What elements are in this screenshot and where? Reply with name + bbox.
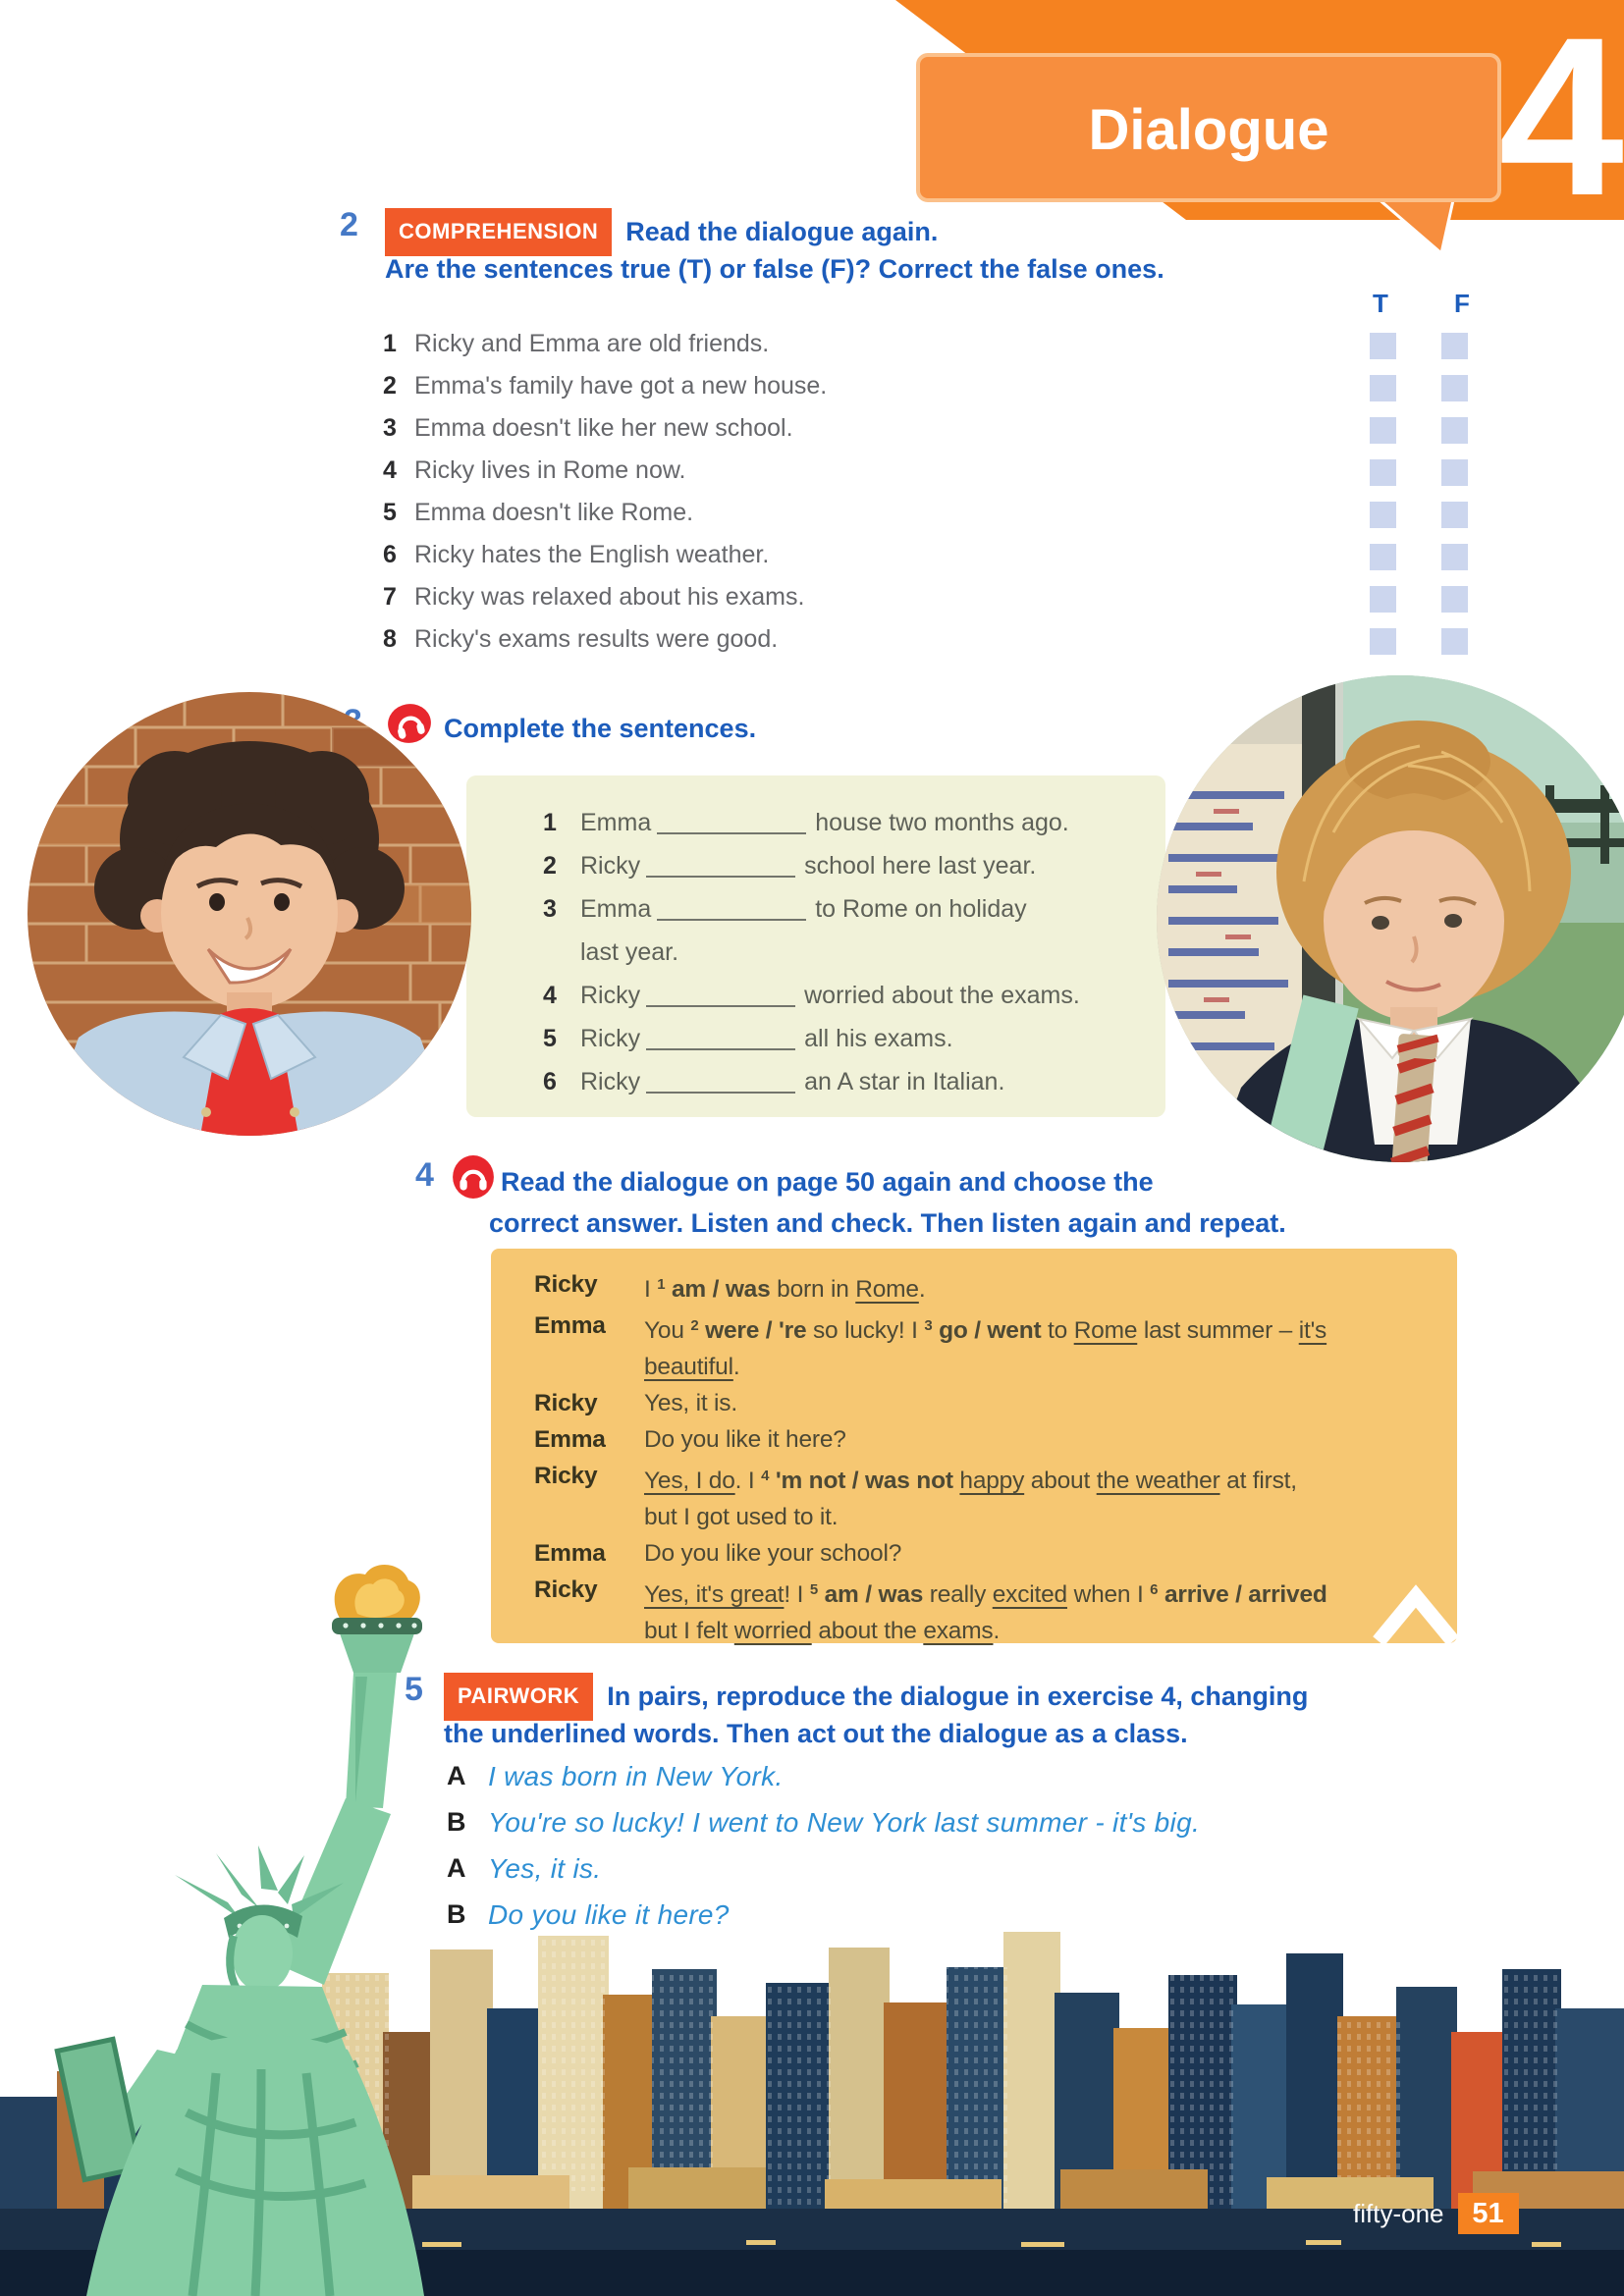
- sentence-before: Emma: [580, 895, 652, 923]
- item-number: 3: [543, 895, 557, 923]
- checkbox-false[interactable]: [1441, 544, 1468, 570]
- sentence-item: [543, 801, 1148, 844]
- dialogue-line: [534, 1308, 1439, 1385]
- item-number: 1: [383, 330, 397, 357]
- checkbox-false[interactable]: [1441, 333, 1468, 359]
- page-number-badge: 51: [1458, 2193, 1519, 2234]
- checkbox-true[interactable]: [1370, 459, 1396, 486]
- item-number: 2: [383, 372, 397, 400]
- exercise4-instruction-1: Read the dialogue on page 50 again and choose the: [501, 1167, 1154, 1197]
- example-line: [447, 1761, 1200, 1807]
- item-text: Emma's family have got a new house.: [414, 372, 828, 400]
- handwritten-text: You're so lucky! I went to New York last summer - it's big.: [488, 1807, 1201, 1838]
- handwritten-text: Yes, it is.: [488, 1853, 602, 1884]
- checkbox-true[interactable]: [1370, 586, 1396, 613]
- example-line: [447, 1853, 1200, 1899]
- item-text: Ricky was relaxed about his exams.: [414, 583, 805, 611]
- speaker-text: You $^2$ were / 're so lucky! I $^3$ go / went to Rome last summer – it's beautiful.: [644, 1317, 1327, 1380]
- complete-sentences-box: [466, 775, 1165, 1117]
- checkbox-false[interactable]: [1441, 628, 1468, 655]
- item-number: 4: [543, 982, 557, 1009]
- sentence-body: [580, 801, 1069, 844]
- audio-icon: [387, 701, 432, 746]
- checkbox-false[interactable]: [1441, 417, 1468, 444]
- sentence-item: [543, 1017, 1148, 1060]
- boy-photo: [27, 692, 471, 1136]
- boy-illustration: [27, 692, 471, 1136]
- speaker-letter: A: [447, 1853, 466, 1883]
- true-false-item: [383, 583, 1512, 625]
- speaker-text: Yes, it is.: [644, 1390, 737, 1416]
- sentence-after: an A star in Italian.: [804, 1068, 1005, 1095]
- sentence-item: [543, 887, 1148, 974]
- exercise3-instruction: Complete the sentences.: [444, 714, 757, 743]
- audio-icon: [451, 1154, 496, 1200]
- exercise5-instruction-2: the underlined words. Then act out the dialogue as a class.: [444, 1719, 1188, 1748]
- item-number: 8: [383, 625, 397, 653]
- checkbox-true[interactable]: [1370, 333, 1396, 359]
- comprehension-badge: COMPREHENSION: [385, 208, 612, 256]
- unit-number: 4: [1498, 0, 1624, 242]
- handwritten-text: I was born in New York.: [488, 1761, 784, 1791]
- speaker-text: I $^1$ am / was born in Rome.: [644, 1276, 926, 1303]
- girl-illustration: [1157, 675, 1624, 1162]
- exercise5-instruction-1: In pairs, reproduce the dialogue in exercise 4, changing: [607, 1682, 1309, 1711]
- sentence-before: Ricky: [580, 1068, 641, 1095]
- answer-blank[interactable]: [657, 805, 806, 834]
- sentence-after: house two months ago.: [815, 809, 1069, 836]
- unit-banner: [874, 0, 1624, 267]
- sentence-before: Ricky: [580, 852, 641, 880]
- chevron-up-icon: [1367, 1580, 1465, 1651]
- sentence-before: Ricky: [580, 982, 641, 1009]
- item-text: Ricky lives in Rome now.: [414, 456, 686, 484]
- exercise5-number: 5: [405, 1671, 423, 1708]
- item-number: 6: [383, 541, 397, 568]
- true-false-item: [383, 499, 1512, 541]
- sentence-before: Ricky: [580, 1025, 641, 1052]
- item-number: 1: [543, 809, 557, 836]
- dialogue-line: [534, 1266, 1439, 1308]
- true-false-item: [383, 541, 1512, 583]
- speaker-letter: B: [447, 1807, 466, 1837]
- sentence-continuation: last year.: [580, 938, 679, 966]
- speaker-letter: B: [447, 1899, 466, 1929]
- item-number: 5: [383, 499, 397, 526]
- checkbox-true[interactable]: [1370, 375, 1396, 401]
- speaker-letter: A: [447, 1761, 466, 1790]
- speaker-name: Emma: [534, 1540, 606, 1567]
- checkbox-true[interactable]: [1370, 628, 1396, 655]
- pairwork-example-lines: [447, 1761, 1200, 1946]
- exercise2-number: 2: [340, 206, 358, 243]
- true-false-item: [383, 330, 1512, 372]
- speaker-name: Emma: [534, 1312, 606, 1339]
- answer-blank[interactable]: [657, 891, 806, 921]
- exercise4-instruction-2: correct answer. Listen and check. Then listen again and repeat.: [489, 1208, 1286, 1238]
- sentence-after: worried about the exams.: [804, 982, 1080, 1009]
- checkbox-true[interactable]: [1370, 544, 1396, 570]
- page-footer: [1353, 2193, 1519, 2234]
- speaker-text: Yes, I do. I $^4$ 'm not / was not happy about the weather at first, but I got used to it.: [644, 1468, 1297, 1530]
- example-line: [447, 1899, 1200, 1946]
- handwritten-text: Do you like it here?: [488, 1899, 730, 1930]
- item-text: Ricky's exams results were good.: [414, 625, 779, 653]
- checkbox-true[interactable]: [1370, 502, 1396, 528]
- sentence-item: [543, 844, 1148, 887]
- item-text: Emma doesn't like her new school.: [414, 414, 793, 442]
- speaker-name: Ricky: [534, 1576, 598, 1603]
- column-header-true: T: [1373, 289, 1388, 318]
- answer-blank[interactable]: [646, 1064, 795, 1094]
- item-text: Ricky hates the English weather.: [414, 541, 770, 568]
- sentence-after: school here last year.: [804, 852, 1037, 880]
- speaker-name: Ricky: [534, 1463, 598, 1489]
- true-false-item: [383, 625, 1512, 667]
- true-false-item: [383, 456, 1512, 499]
- checkbox-false[interactable]: [1441, 459, 1468, 486]
- speaker-text: Yes, it's great! I $^5$ am / was really excited when I $^6$ arrive / arrived but I felt worried about the exams.: [644, 1581, 1327, 1644]
- pairwork-badge: PAIRWORK: [444, 1673, 593, 1721]
- sentence-body: [580, 844, 1036, 887]
- sentence-after: all his exams.: [804, 1025, 953, 1052]
- banner-title: Dialogue: [1088, 98, 1329, 162]
- example-line: [447, 1807, 1200, 1853]
- sentence-body: [580, 974, 1080, 1017]
- sentence-item: [543, 974, 1148, 1017]
- dialogue-line: [534, 1421, 1439, 1458]
- item-text: Emma doesn't like Rome.: [414, 499, 694, 526]
- speaker-name: Ricky: [534, 1271, 598, 1298]
- answer-blank[interactable]: [646, 1021, 795, 1050]
- girl-photo: [1157, 675, 1624, 1162]
- sentence-body: [580, 1017, 953, 1060]
- speaker-text: Do you like your school?: [644, 1540, 902, 1567]
- speaker-text: Do you like it here?: [644, 1426, 846, 1453]
- exercise2-instruction-1: Read the dialogue again.: [625, 217, 939, 246]
- checkbox-false[interactable]: [1441, 502, 1468, 528]
- checkbox-true[interactable]: [1370, 417, 1396, 444]
- statue-of-liberty: [29, 1561, 452, 2296]
- true-false-item: [383, 372, 1512, 414]
- dialogue-lines: [534, 1266, 1439, 1649]
- exercise2-instruction-2: Are the sentences true (T) or false (F)? Correct the false ones.: [385, 254, 1164, 284]
- checkbox-false[interactable]: [1441, 586, 1468, 613]
- item-number: 2: [543, 852, 557, 880]
- true-false-list: [383, 330, 1512, 667]
- dialogue-line: [534, 1535, 1439, 1572]
- item-number: 3: [383, 414, 397, 442]
- sentence-item: [543, 1060, 1148, 1103]
- dialogue-line: [534, 1385, 1439, 1421]
- item-number: 4: [383, 456, 397, 484]
- item-number: 5: [543, 1025, 557, 1052]
- item-number: 7: [383, 583, 397, 611]
- true-false-item: [383, 414, 1512, 456]
- dialogue-box: [491, 1249, 1457, 1643]
- dialogue-line: [534, 1572, 1439, 1649]
- sentence-body: [580, 887, 1027, 974]
- column-header-false: F: [1454, 289, 1470, 318]
- exercise4-number: 4: [415, 1156, 434, 1194]
- speaker-name: Emma: [534, 1426, 606, 1453]
- item-text: Ricky and Emma are old friends.: [414, 330, 770, 357]
- sentence-before: Emma: [580, 809, 652, 836]
- complete-sentences-list: [466, 775, 1165, 1103]
- item-number: 6: [543, 1068, 557, 1095]
- sentence-after: to Rome on holiday: [815, 895, 1027, 923]
- dialogue-line: [534, 1458, 1439, 1535]
- answer-blank[interactable]: [646, 978, 795, 1007]
- checkbox-false[interactable]: [1441, 375, 1468, 401]
- page-number-word: fifty-one: [1353, 2198, 1444, 2228]
- sentence-body: [580, 1060, 1004, 1103]
- answer-blank[interactable]: [646, 848, 795, 878]
- speaker-name: Ricky: [534, 1390, 598, 1416]
